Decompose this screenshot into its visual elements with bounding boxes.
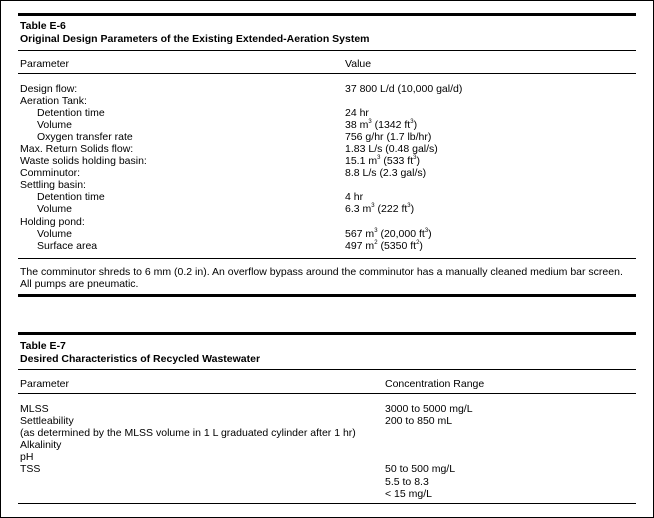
table-e6-param: Holding pond:	[20, 216, 85, 228]
table-e7-param: MLSS	[20, 403, 49, 415]
table-e7-title: Desired Characteristics of Recycled Wastewater	[20, 353, 261, 365]
table-e6-param: Oxygen transfer rate	[37, 131, 133, 143]
table-e6-value: 37 800 L/d (10,000 gal/d)	[345, 83, 463, 95]
table-e6-param: Design flow:	[20, 83, 78, 95]
table-e6-value: 6.3 $m^3$ (222 $ft^3$)	[345, 203, 415, 215]
table-e6-param: Surface area	[37, 240, 98, 252]
table-e7-number: Table E-7	[20, 340, 66, 352]
table-e6-header-rule	[18, 73, 636, 74]
table-e7-title-rule	[18, 369, 636, 370]
table-e6-value: 8.8 L/s (2.3 gal/s)	[345, 167, 427, 179]
table-e6-title-rule	[18, 50, 636, 51]
table-e6-value: 1.83 L/s (0.48 gal/s)	[345, 143, 438, 155]
table-e7-header-parameter: Parameter	[20, 378, 70, 390]
table-e6-header-parameter: Parameter	[20, 58, 70, 70]
table-e7-param-note: (as determined by the MLSS volume in 1 L graduated cylinder after 1 hr)	[20, 427, 356, 439]
table-e7-header-rule	[18, 393, 636, 394]
table-e6-bottom-rule	[18, 294, 636, 297]
table-e7-header-range: Concentration Range	[385, 378, 485, 390]
table-e7-bottom-rule	[18, 503, 636, 504]
table-e7-range: 200 to 850 mL	[385, 415, 453, 427]
table-e6-value: 15.1 $m^3$ (533 $ft^3$)	[345, 155, 420, 167]
table-e6-param: Settling basin:	[20, 179, 86, 191]
table-e6-param: Volume	[37, 119, 73, 131]
table-e6-title: Original Design Parameters of the Existing Extended-Aeration System	[20, 33, 370, 45]
table-e6-note-line1: The comminutor shreds to 6 mm (0.2 in). An overflow bypass around the comminutor has a manually cleaned medium bar screen.	[20, 266, 623, 278]
table-e6-value: 38 $m^3$ (1342 $ft^3$)	[345, 119, 418, 131]
table-e7-range: 3000 to 5000 mg/L	[385, 403, 473, 415]
table-e6-param: Aeration Tank:	[20, 95, 87, 107]
table-e6-param: Comminutor:	[20, 167, 81, 179]
table-e7-param: TSS	[20, 463, 41, 475]
table-e6-value: 756 g/hr (1.7 lb/hr)	[345, 131, 432, 143]
table-e7-top-rule	[18, 332, 636, 335]
table-e6-number: Table E-6	[20, 20, 66, 32]
table-e7-range: < 15 mg/L	[385, 488, 432, 500]
table-e6-param: Volume	[37, 203, 73, 215]
table-e6-param: Volume	[37, 228, 73, 240]
table-e7-param: Settleability	[20, 415, 74, 427]
table-e6-body-rule	[18, 258, 636, 259]
table-e6-top-rule	[18, 13, 636, 16]
table-e6-param: Detention time	[37, 191, 105, 203]
table-e6-value: 497 $m^2$ (5350 $ft^2$)	[345, 240, 423, 252]
table-e6-param: Waste solids holding basin:	[20, 155, 147, 167]
table-e6-param: Max. Return Solids flow:	[20, 143, 134, 155]
table-e7-param: pH	[20, 451, 34, 463]
table-e6-value: 567 $m^3$ (20,000 $ft^3$)	[345, 228, 432, 240]
table-e7-param: Alkalinity	[20, 439, 62, 451]
table-e6-value: 24 hr	[345, 107, 369, 119]
table-e6-value: 4 hr	[345, 191, 364, 203]
table-e6-header-value: Value	[345, 58, 372, 70]
table-e7-range: 50 to 500 mg/L	[385, 463, 456, 475]
table-e7-range: 5.5 to 8.3	[385, 476, 429, 488]
table-e6-note-line2: All pumps are pneumatic.	[20, 278, 139, 290]
table-e6-param: Detention time	[37, 107, 105, 119]
